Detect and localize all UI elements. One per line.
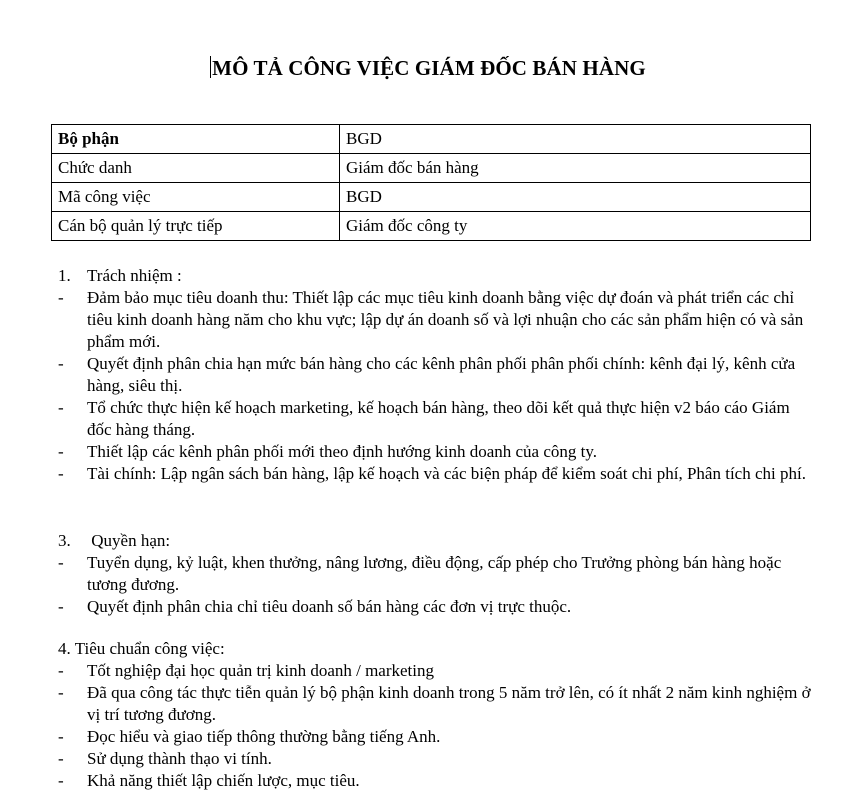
section-heading-text: Trách nhiệm : [87,266,182,285]
bullet-dash: - [58,288,64,307]
list-item-text: Tài chính: Lập ngân sách bán hàng, lập kế hoạch và các biện pháp để kiểm soát chi phí, Phân tích chi phí. [87,464,806,483]
list-item [58,397,818,441]
section-heading-text: Quyền hạn: [87,531,171,550]
list-item-text: Tổ chức thực hiện kế hoạch marketing, kế hoạch bán hàng, theo dõi kết quả thực hiện v2 báo cáo Giám đốc hàng tháng. [87,398,790,439]
bullet-dash: - [58,398,64,417]
list-item [58,287,818,353]
table-cell-value: BGD [340,183,811,212]
list-item [58,726,818,748]
list-item [58,770,818,792]
section-number: 1. [58,266,71,285]
list-item-text: Thiết lập các kênh phân phối mới theo định hướng kinh doanh của công ty. [87,442,597,461]
list-item [58,596,818,618]
list-item [58,748,818,770]
table-cell-value: Giám đốc bán hàng [340,154,811,183]
list-item [58,353,818,397]
list-item-text: Khả năng thiết lập chiến lược, mục tiêu. [87,771,360,790]
list-item [58,552,818,596]
table-cell-label: Mã công việc [52,183,340,212]
list-item-text: Đọc hiểu và giao tiếp thông thường bằng tiếng Anh. [87,727,441,746]
section-heading [58,530,818,552]
list-item-text: Quyết định phân chia hạn mức bán hàng cho các kênh phân phối phân phối chính: kênh đại lý, kênh cửa hàng, siêu thị. [87,354,796,395]
bullet-dash: - [58,442,64,461]
page-title-text: MÔ TẢ CÔNG VIỆC GIÁM ĐỐC BÁN HÀNG [212,56,646,80]
list-item-text: Tốt nghiệp đại học quản trị kinh doanh / marketing [87,661,435,680]
section-responsibilities [58,265,818,485]
bullet-dash: - [58,354,64,373]
bullet-dash: - [58,771,64,790]
section-authority [58,530,818,618]
list-item-text: Đảm bảo mục tiêu doanh thu: Thiết lập các mục tiêu kinh doanh bằng việc dự đoán và phát triển các chỉ tiêu kinh doanh hàng năm cho khu vực; lập dự án doanh số và lợi nhuận cho các sản phẩm hiện có và sản phẩm mới. [87,288,804,351]
section-number: 3. [58,531,71,550]
table-cell-label: Cán bộ quản lý trực tiếp [52,212,340,241]
bullet-dash: - [58,553,64,572]
page-title [0,56,856,81]
table-row [52,183,811,212]
section-heading [58,265,818,287]
list-item-text: Quyết định phân chia chỉ tiêu doanh số bán hàng các đơn vị trực thuộc. [87,597,572,616]
bullet-dash: - [58,727,64,746]
bullet-dash: - [58,683,64,702]
bullet-dash: - [58,597,64,616]
table-cell-value: BGD [340,125,811,154]
section-heading: 4. Tiêu chuẩn công việc: [58,639,225,658]
section-standards [58,638,818,792]
list-item [58,463,818,485]
bullet-dash: - [58,749,64,768]
list-item [58,660,818,682]
list-item-text: Sử dụng thành thạo vi tính. [87,749,272,768]
list-item [58,441,818,463]
job-info-table [51,124,811,241]
list-item-text: Tuyển dụng, kỷ luật, khen thưởng, nâng lương, điều động, cấp phép cho Trưởng phòng bán hàng hoặc tương đương. [87,553,782,594]
list-item [58,682,818,726]
bullet-list [58,552,818,618]
table-cell-label: Bộ phận [52,125,340,154]
table-row [52,212,811,241]
table-row [52,125,811,154]
table-cell-value: Giám đốc công ty [340,212,811,241]
list-item-text: Đã qua công tác thực tiễn quản lý bộ phận kinh doanh trong 5 năm trở lên, có ít nhất 2 năm kinh nghiệm ở vị trí tương đương. [87,683,811,724]
bullet-dash: - [58,464,64,483]
bullet-list [58,660,818,792]
table-row [52,154,811,183]
table-cell-label: Chức danh [52,154,340,183]
bullet-dash: - [58,661,64,680]
bullet-list [58,287,818,485]
